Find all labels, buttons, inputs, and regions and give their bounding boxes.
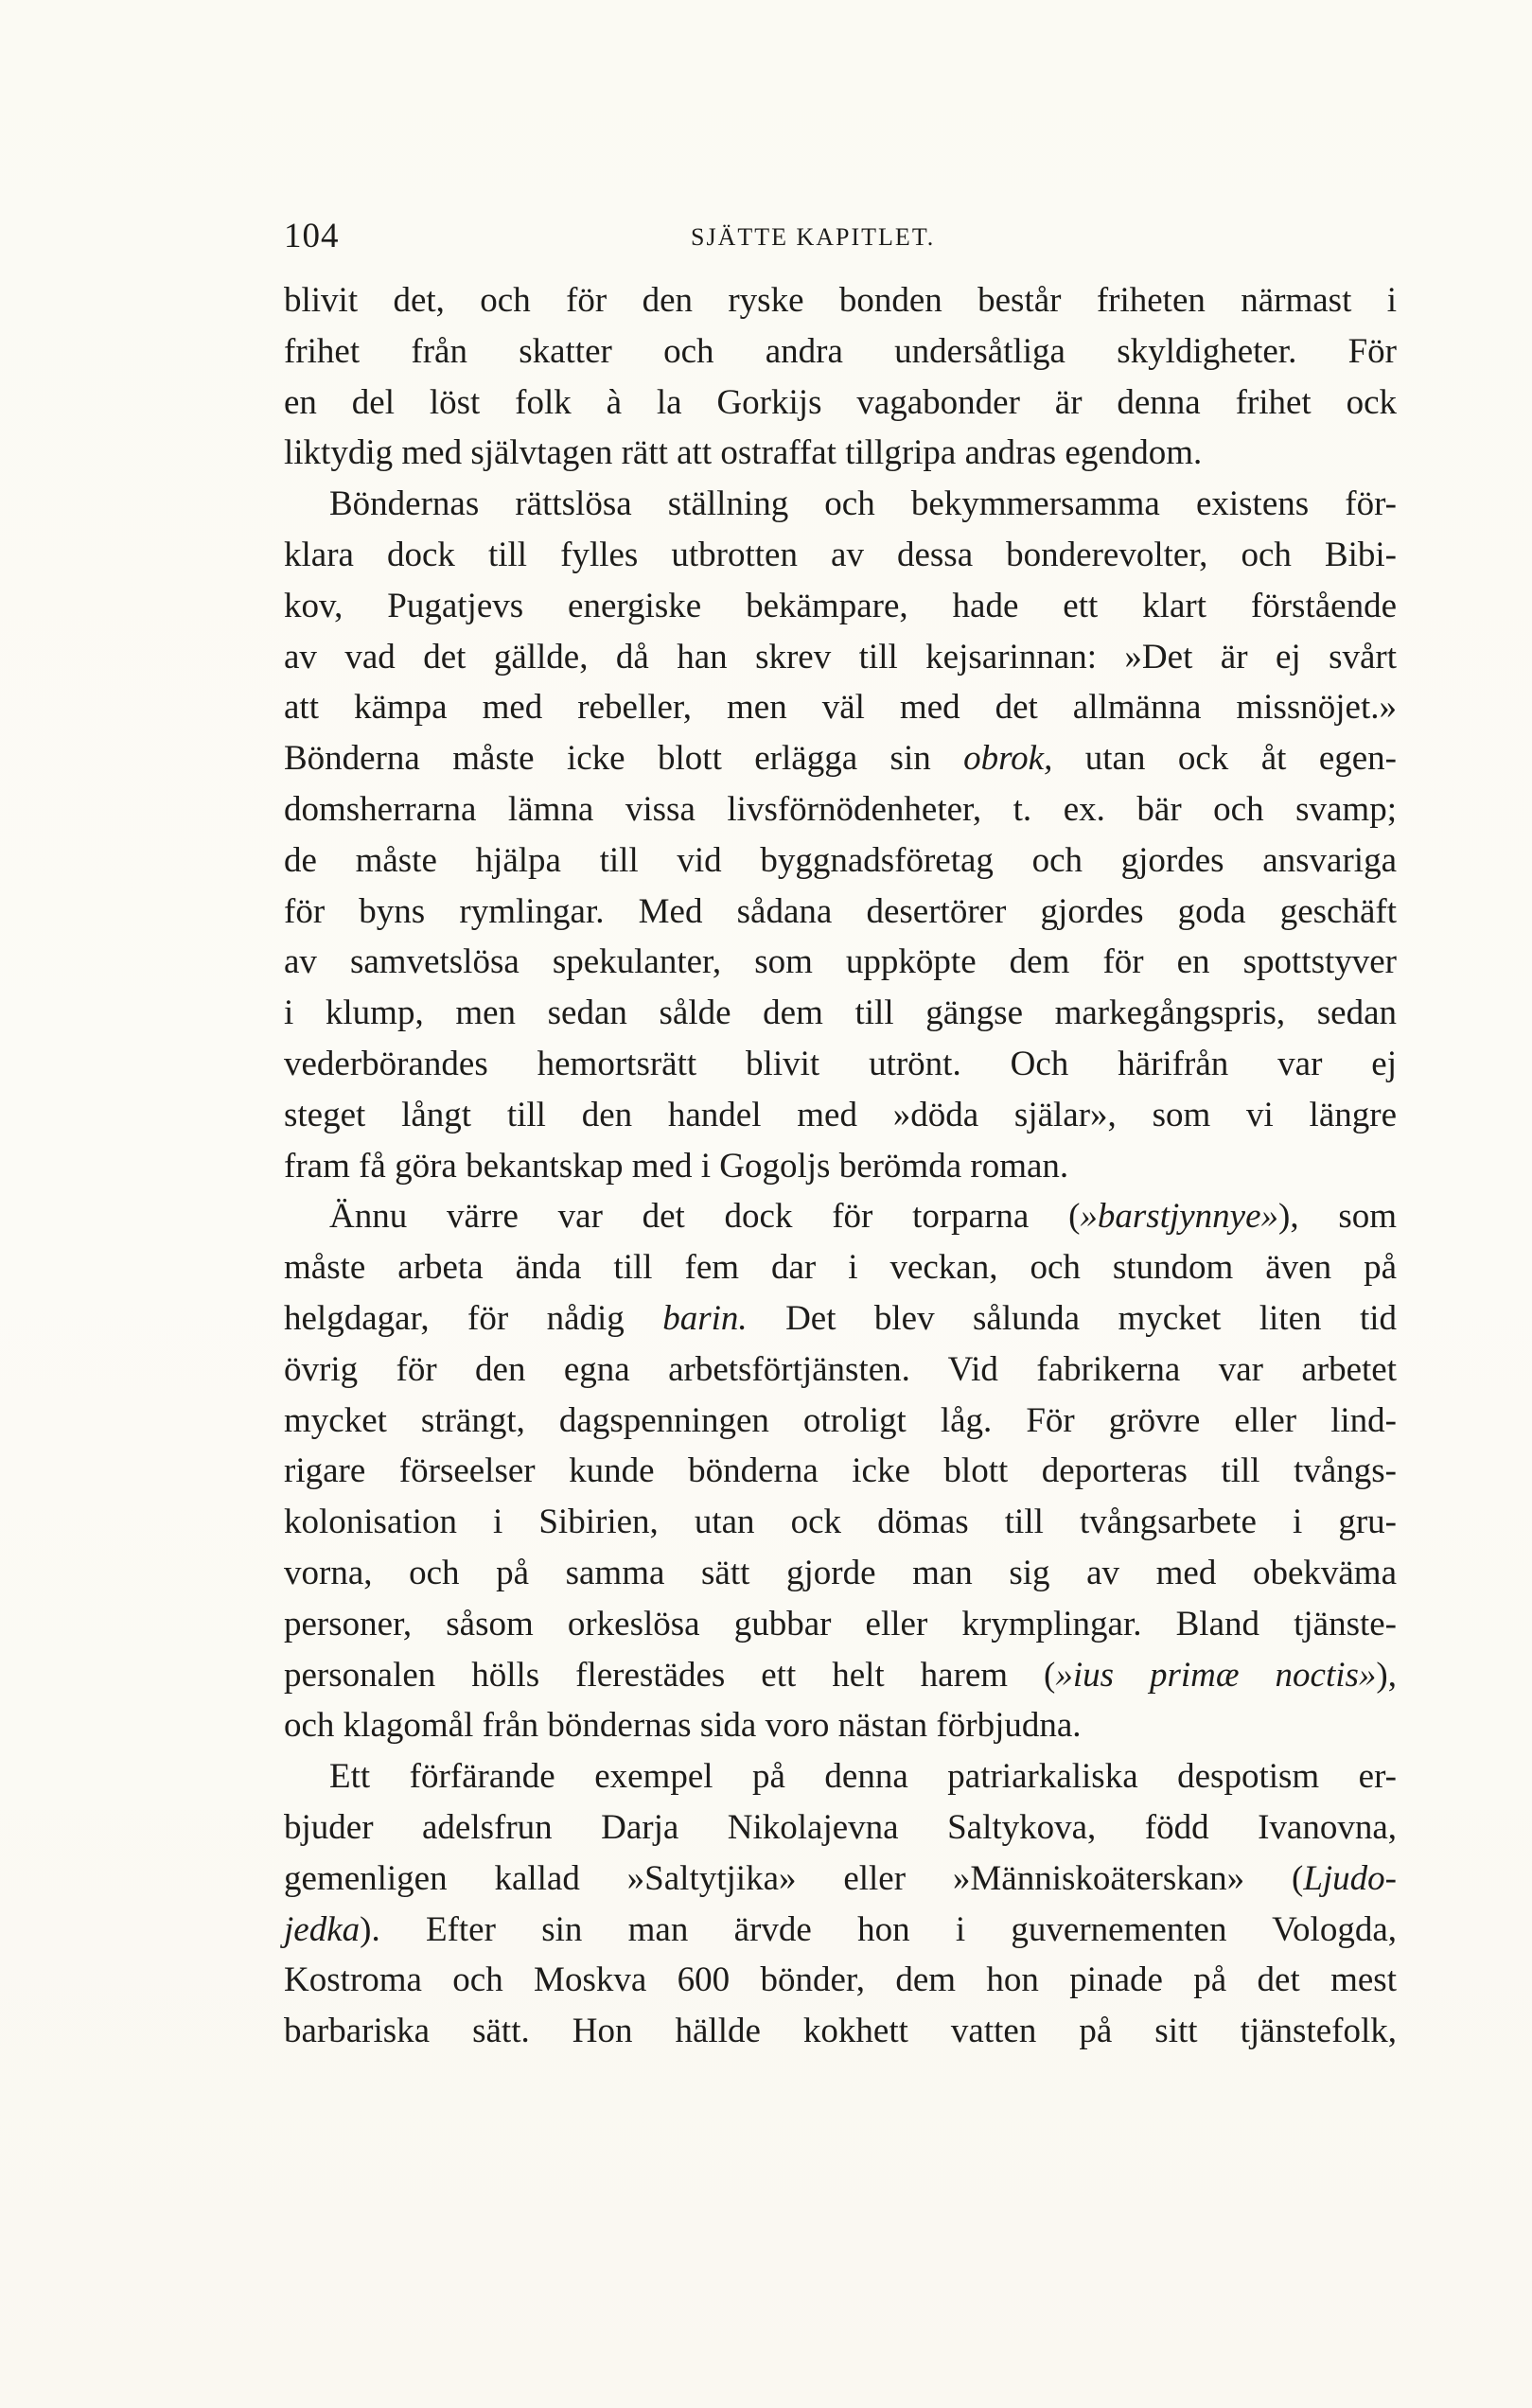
text-line: vederbörandes hemortsrätt blivit utrönt. Och härifrån var ej (284, 1044, 1397, 1083)
italic-term: barin. (662, 1298, 748, 1338)
text-segment: utan ock åt egen- (1052, 739, 1397, 779)
page-header (284, 216, 1419, 263)
italic-term: Ljudo- (1303, 1858, 1397, 1898)
text-line: att kämpa med rebeller, men väl med det allmänna missnöjet.» (284, 688, 1397, 728)
text-line: blivit det, och för den ryske bonden består friheten närmast i (284, 281, 1397, 320)
text-line: domsherrarna lämna vissa livsförnödenheter, t. ex. bär och svamp; (284, 789, 1397, 829)
text-line: mycket strängt, dagspenningen otroligt låg. För grövre eller lind- (284, 1400, 1397, 1440)
running-head: SJÄTTE KAPITLET. (691, 223, 936, 251)
text-line: för byns rymlingar. Med sådana desertörer gjordes goda geschäft (284, 891, 1397, 931)
text-line: de måste hjälpa till vid byggnadsföretag och gjordes ansvariga (284, 840, 1397, 880)
text-segment: ), som (1278, 1197, 1398, 1237)
text-segment: Bönderna måste icke blott erlägga sin (284, 739, 964, 779)
page-number: 104 (284, 217, 340, 255)
text-line: kolonisation i Sibirien, utan ock dömas till tvångsarbete i gru- (284, 1503, 1397, 1542)
text-line (284, 1191, 1397, 1242)
text-line: Ett förfärande exempel på denna patriarkaliska despotism er- (329, 1757, 1397, 1797)
text-line (284, 733, 1397, 784)
text-line: frihet från skatter och andra undersåtliga skyldigheter. För (284, 331, 1397, 371)
text-line: vorna, och på samma sätt gjorde man sig av med obekväma (284, 1553, 1397, 1592)
text-line: steget långt till den handel med »döda själar», som vi längre (284, 1095, 1397, 1134)
text-line: en del löst folk à la Gorkijs vagabonder är denna frihet ock (284, 382, 1397, 422)
text-line (284, 1905, 1397, 1956)
text-line: rigare förseelser kunde bönderna icke blott deporteras till tvångs- (284, 1451, 1397, 1491)
italic-term: »barstjynnye» (1080, 1197, 1279, 1237)
text-line: av samvetslösa spekulanter, som uppköpte dem för en spottstyver (284, 942, 1397, 982)
text-line: Kostroma och Moskva 600 bönder, dem hon pinade på det mest (284, 1960, 1397, 2000)
text-line: i klump, men sedan sålde dem till gängse markegångspris, sedan (284, 993, 1397, 1033)
text-line: och klagomål från böndernas sida voro nästan förbjudna. (284, 1706, 1082, 1746)
text-segment: helgdagar, för nådig (284, 1298, 663, 1338)
text-line (284, 1854, 1397, 1905)
text-segment: Det blev sålunda mycket liten tid (747, 1298, 1397, 1338)
text-line: måste arbeta ända till fem dar i veckan, och stundom även på (284, 1248, 1397, 1288)
text-segment: Ännu värre var det dock för torparna ( (329, 1197, 1081, 1237)
italic-term: jedka (284, 1909, 361, 1949)
text-segment: ), (1376, 1655, 1397, 1695)
text-line (284, 1650, 1397, 1701)
italic-term: »ius primæ noctis» (1055, 1655, 1377, 1695)
text-line: kov, Pugatjevs energiske bekämpare, hade ett klart förstående (284, 586, 1397, 625)
text-line: barbariska sätt. Hon hällde kokhett vatten på sitt tjänstefolk, (284, 2012, 1397, 2051)
text-line: liktydig med självtagen rätt att ostraffat tillgripa andras egendom. (284, 433, 1203, 473)
text-segment: gemenligen kallad »Saltytjika» eller »Människoäterskan» ( (284, 1858, 1304, 1898)
text-segment: personalen hölls flerestädes ett helt harem ( (284, 1655, 1056, 1695)
text-line (284, 1293, 1397, 1345)
italic-term: obrok, (963, 739, 1053, 779)
text-line: övrig för den egna arbetsförtjänsten. Vid fabrikerna var arbetet (284, 1349, 1397, 1389)
text-line: bjuder adelsfrun Darja Nikolajevna Saltykova, född Ivanovna, (284, 1807, 1397, 1847)
body-text (284, 275, 1397, 2057)
text-line: Böndernas rättslösa ställning och bekymmersamma existens för- (329, 484, 1397, 524)
text-line: personer, såsom orkeslösa gubbar eller krymplingar. Bland tjänste- (284, 1604, 1397, 1643)
text-segment: ). Efter sin man ärvde hon i guvernementen Vologda, (360, 1909, 1397, 1949)
text-line: klara dock till fylles utbrotten av dessa bonderevolter, och Bibi- (284, 535, 1397, 574)
text-line: av vad det gällde, då han skrev till kejsarinnan: »Det är ej svårt (284, 637, 1397, 677)
text-line: fram få göra bekantskap med i Gogoljs berömda roman. (284, 1146, 1069, 1186)
